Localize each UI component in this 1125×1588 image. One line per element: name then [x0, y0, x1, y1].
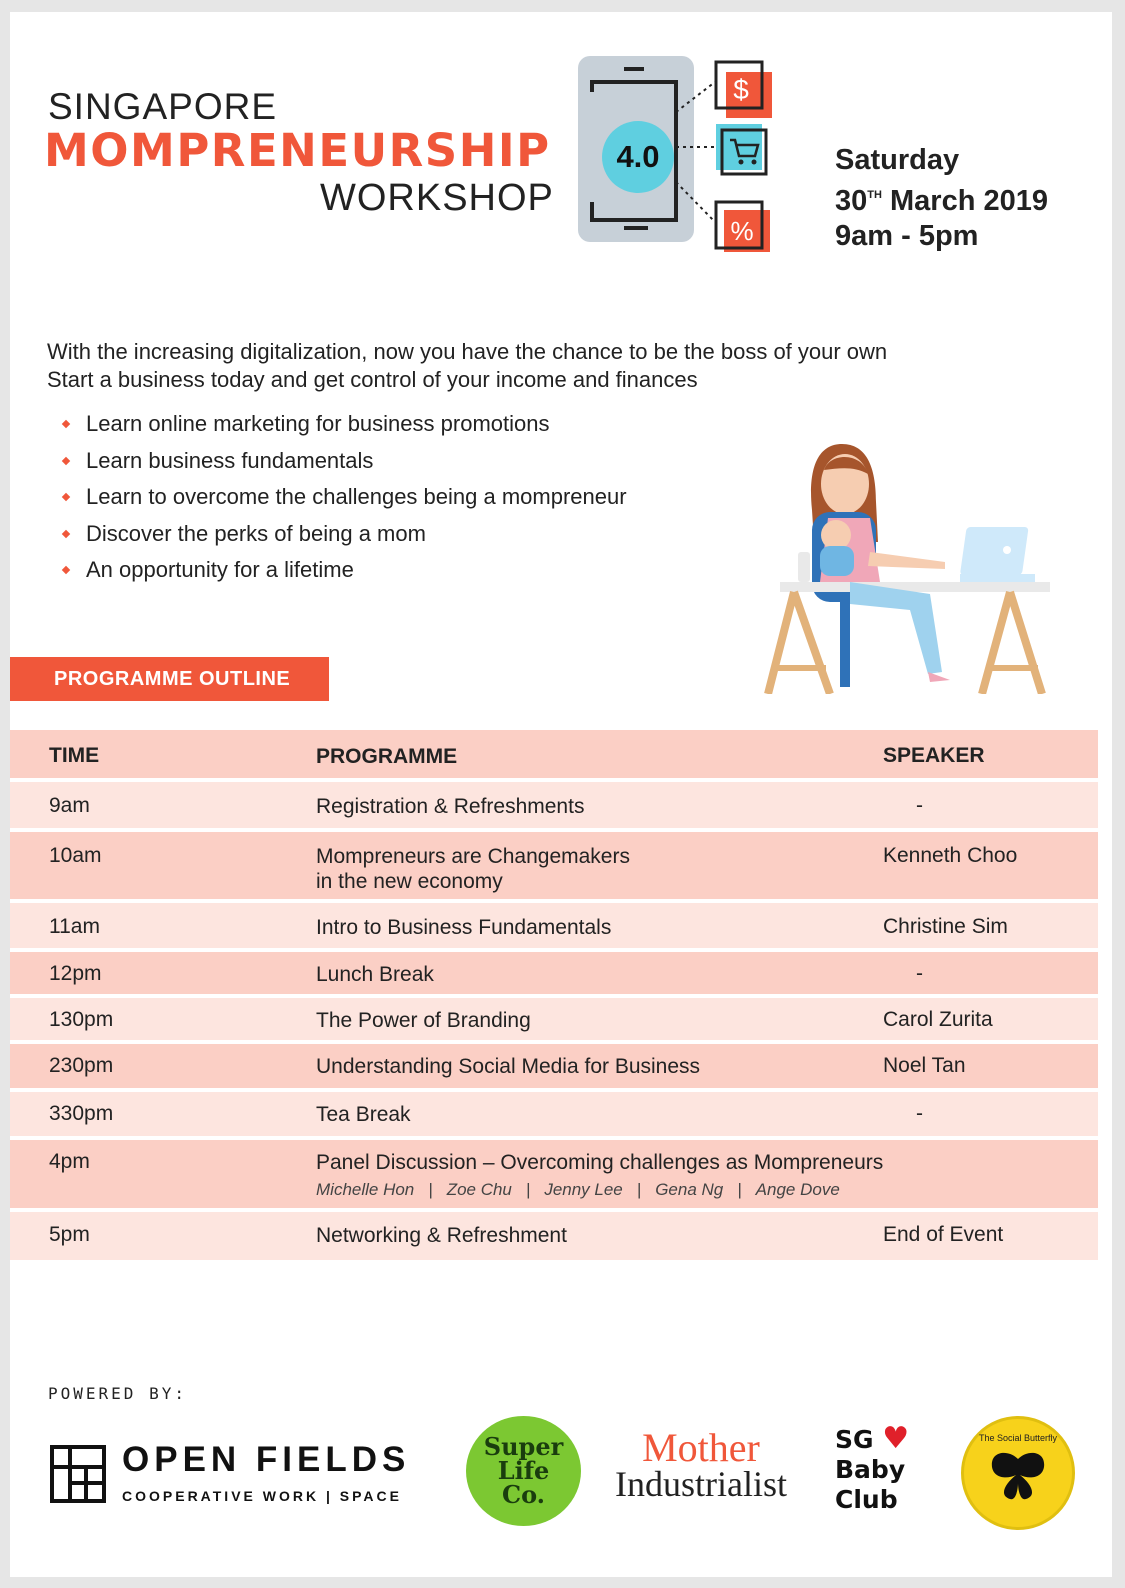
table-row: 9am Registration & Refreshments - — [10, 782, 1098, 832]
programme-outline-tab: PROGRAMME OUTLINE — [10, 657, 329, 701]
list-item: Learn online marketing for business promotions — [60, 406, 627, 443]
list-item: Learn to overcome the challenges being a mompreneur — [60, 479, 627, 516]
intro-text: With the increasing digitalization, now you have the chance to be the boss of your own Start a business today and get control of your income and finances — [47, 339, 888, 392]
bullet-icon — [62, 420, 70, 428]
super-life-logo: Super Life Co. — [466, 1416, 581, 1526]
heart-icon: ♥ — [882, 1421, 910, 1456]
social-butterfly-logo: The Social Butterfly — [961, 1416, 1075, 1530]
table-row: 5pm Networking & Refreshment End of Event — [10, 1212, 1098, 1260]
open-fields-subtitle: COOPERATIVE WORK | SPACE — [122, 1488, 402, 1504]
table-row: 11am Intro to Business Fundamentals Christine Sim — [10, 903, 1098, 952]
table-row: 230pm Understanding Social Media for Business Noel Tan — [10, 1044, 1098, 1092]
header-time: TIME — [49, 744, 100, 767]
table-row: 12pm Lunch Break - — [10, 952, 1098, 998]
benefits-list — [60, 406, 627, 589]
bullet-icon — [62, 493, 70, 501]
open-fields-title: OPEN FIELDS — [122, 1440, 411, 1479]
table-row: 4pm Panel Discussion – Overcoming challenges as Mompreneurs Michelle Hon | Zoe Chu | Jenny Lee | Gena Ng | Ange Dove — [10, 1140, 1098, 1212]
title-singapore: SINGAPORE — [48, 86, 277, 127]
title-mompreneurship: MOMPRENEURSHIP — [44, 124, 551, 177]
list-item: Discover the perks of being a mom — [60, 516, 627, 553]
header-programme: PROGRAMME — [316, 745, 458, 768]
event-date: 30TH March 2019 — [835, 185, 1048, 217]
version-badge: 4.0 — [602, 121, 674, 193]
table-row: 10am Mompreneurs are Changemakers in the new economy Kenneth Choo — [10, 832, 1098, 903]
mom-working-illustration — [750, 432, 1050, 694]
svg-text:$: $ — [733, 74, 749, 105]
list-item: An opportunity for a lifetime — [60, 552, 627, 589]
table-header-row — [10, 730, 1098, 782]
bullet-icon — [62, 566, 70, 574]
table-row: 330pm Tea Break - — [10, 1092, 1098, 1140]
event-datetime — [835, 143, 1048, 254]
powered-by-label: POWERED BY: — [48, 1384, 187, 1403]
butterfly-icon — [988, 1449, 1048, 1503]
title-workshop: WORKSHOP — [320, 177, 554, 219]
open-fields-logo-icon — [50, 1445, 106, 1503]
programme-table — [10, 730, 1098, 1260]
table-row: 130pm The Power of Branding Carol Zurita — [10, 998, 1098, 1044]
sg-baby-club-logo: SG ♥ Baby Club — [835, 1421, 910, 1514]
event-day: Saturday — [835, 144, 960, 176]
event-time: 9am - 5pm — [835, 220, 979, 252]
list-item: Learn business fundamentals — [60, 443, 627, 480]
poster — [10, 12, 1112, 1577]
header-speaker: SPEAKER — [883, 744, 985, 767]
bullet-icon — [62, 530, 70, 538]
svg-text:%: % — [730, 216, 754, 246]
panelists: Michelle Hon | Zoe Chu | Jenny Lee | Gena Ng | Ange Dove — [316, 1180, 840, 1199]
mother-industrialist-logo: Mother Industrialist — [615, 1425, 787, 1504]
bullet-icon — [62, 457, 70, 465]
